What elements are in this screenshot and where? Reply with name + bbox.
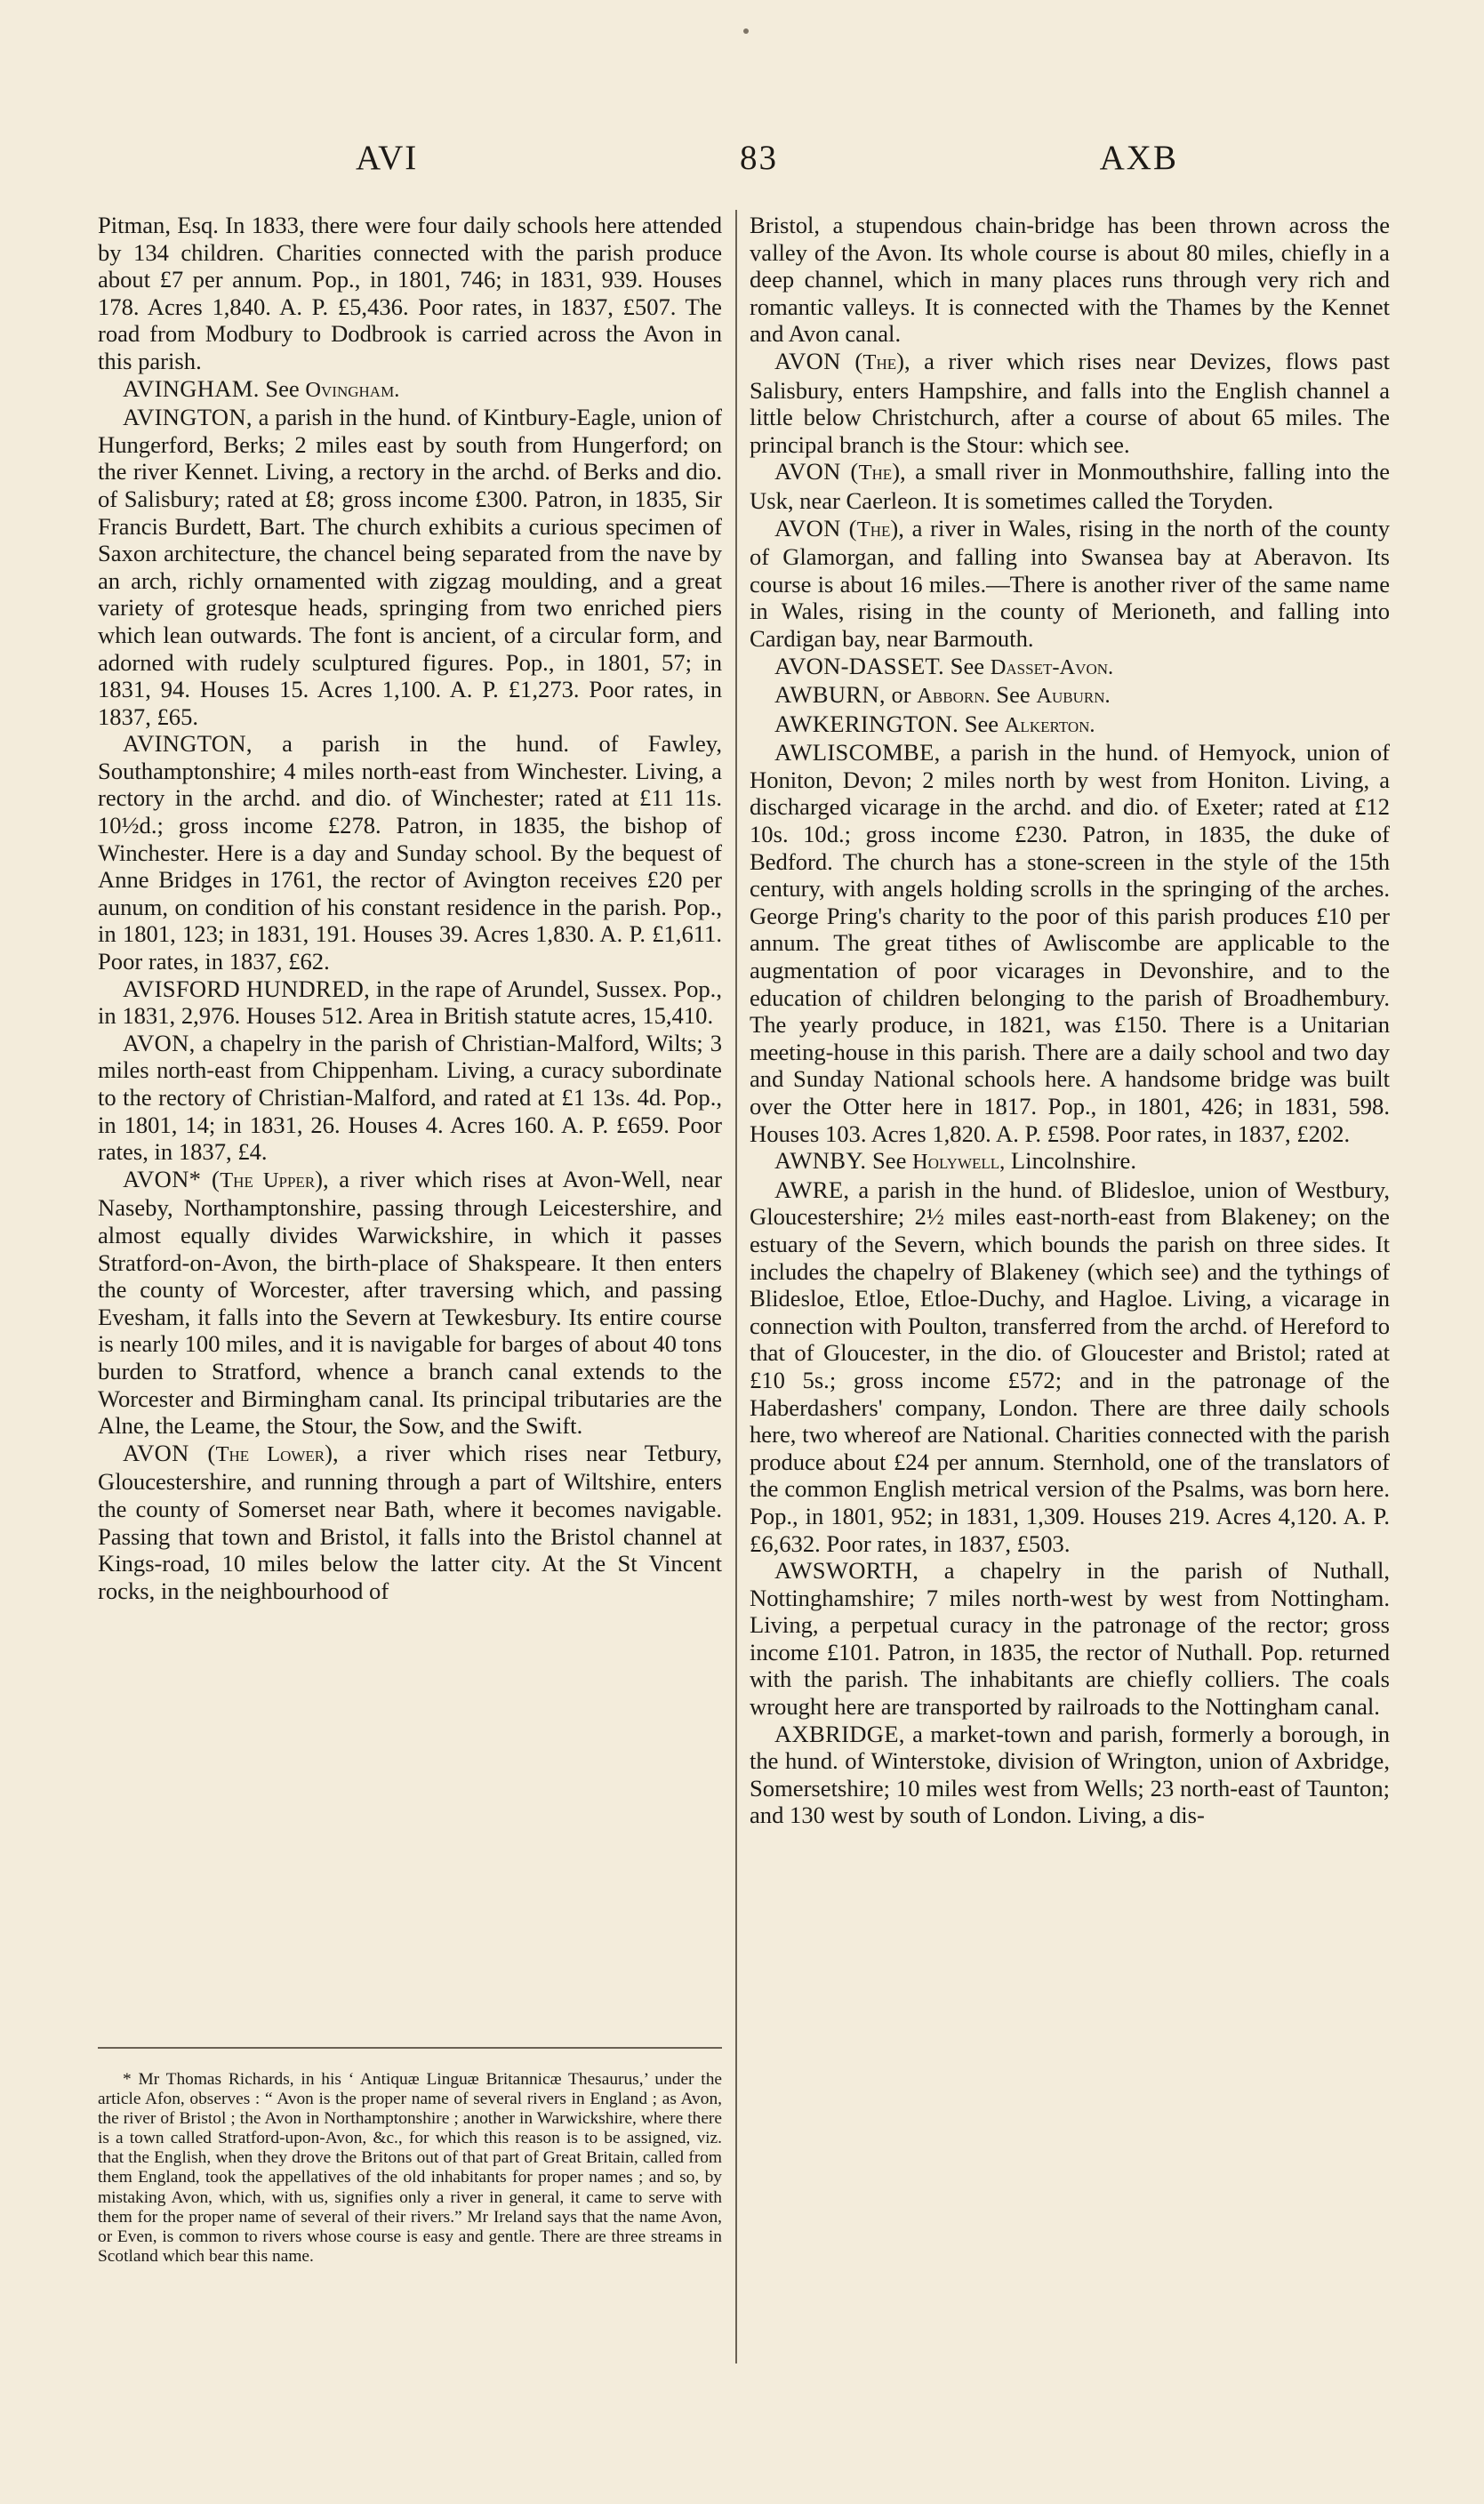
cross-reference: The (862, 349, 897, 374)
headword: AVINGTON, (123, 730, 253, 758)
entry-text: a parish in the hund. of Kintbury-Eagle, union of Hungerford, Berks; 2 miles east by south from Hungerford; on the river Kennet. Living, a rectory in the archd. of Berks and dio. of Salisbury; rated at £8; gross income £300. Patron, in 1835, Sir Francis Burdett, Bart. The church exhibits a curious specimen of Saxon architecture, the chancel being separated from the nave by an arch, richly ornamented with zigzag moulding, and a great variety of grotesque heads, springing from two enriched piers which lean outwards. The font is ancient, of a circular form, and adorned with rudely sculptured figures. Pop., in 1801, 57; in 1831, 94. Houses 15. Acres 1,100. A. P. £1,273. Poor rates, in 1837, £65. (98, 404, 722, 730)
gazetteer-entry (98, 730, 722, 975)
gazetteer-entry (750, 458, 1390, 514)
gazetteer-entry (98, 375, 722, 405)
footnote-rule (98, 2047, 722, 2049)
entry-text: in the rape of Arundel, Sussex. Pop., in 1831, 2,976. Houses 512. Area in British statute acres, 15,410. (98, 975, 722, 1030)
cross-reference: Ovingham. (305, 377, 400, 402)
gazetteer-entry (98, 404, 722, 730)
headword: AVON, (123, 1029, 196, 1056)
entry-text: a parish in the hund. of Fawley, Southamptonshire; 4 miles north-east from Winchester. Living, a rectory in the archd. and dio. of Winchester; rated at £11 11s. 10½d.; gross income £278. Patron, in 1835, the bishop of Winchester. Here is a day and Sunday school. By the bequest of Anne Bridges in 1761, the rector of Avington receives £20 per aunum, on condition of his constant residence in the parish. Pop., in 1801, 123; in 1831, 191. Houses 39. Acres 1,830. A. P. £1,611. Poor rates, in 1837, £62. (98, 730, 722, 975)
gazetteer-entry (750, 515, 1390, 653)
entry-text: ), a river which rises near Devizes, flows past Salisbury, enters Hampshire, and falls into the English channel a little below Christchurch, after a course of about 65 miles. The principal branch is the Stour: which see. (750, 347, 1390, 458)
gazetteer-entry (750, 710, 1390, 740)
headword: AXBRIDGE, (774, 1720, 905, 1747)
cross-reference: The (856, 517, 891, 542)
gazetteer-entry (750, 348, 1390, 458)
entry-text: ), a river which rises near Tetbury, Gloucestershire, and running through a part of Wiltshire, enters the county of Somerset near Bath, where it becomes navigable. Passing that town and Bristol, it falls into the Bristol channel at Kings-road, 10 miles below the latter city. At the St Vincent rocks, in the neighbourhood of (98, 1439, 722, 1604)
header-left-guideword: AVI (356, 138, 419, 177)
cross-reference: Abborn. (917, 684, 991, 709)
headword: AVON ( (774, 458, 859, 486)
footnote (98, 2070, 722, 2267)
headword: AVON ( (123, 1439, 216, 1466)
gazetteer-entry (750, 1721, 1390, 1829)
entry-text: ), a river in Wales, rising in the north of the county of Glamorgan, and falling into Swansea bay at Aberavon. Its course is about 16 miles.—There is another river of the same name in Wales, rising in the county of Merioneth, and falling into Cardigan bay, near Barmouth. (750, 514, 1390, 652)
entry-text: See (259, 374, 306, 402)
gazetteer-entry (750, 212, 1390, 348)
gazetteer-entry (98, 1166, 722, 1440)
gazetteer-entry (750, 1176, 1390, 1557)
entry-text: or (885, 681, 918, 709)
cross-reference: Holywell, (912, 1150, 1006, 1175)
headword: AWNBY. (774, 1147, 867, 1175)
entry-text: See (944, 652, 991, 679)
entry-text: a chapelry in the parish of Nuthall, Nottinghamshire; 7 miles north-west by west from Nottingham. Living, a perpetual curacy in the patronage of the rector; gross income £101. Patron, in 1835, the rector of Nuthall. Pop. returned with the parish. The inhabitants are chiefly colliers. The coals wrought here are transported by railroads to the Nottingham canal. (750, 1557, 1390, 1721)
gazetteer-entry (98, 1030, 722, 1166)
entry-text: See (990, 681, 1037, 709)
gazetteer-entry (750, 1147, 1390, 1176)
cross-reference: Alkerton. (1004, 712, 1095, 737)
headword: AVINGTON, (123, 404, 253, 431)
headword: AWBURN, (774, 681, 886, 709)
cross-reference: The (858, 461, 893, 486)
cross-reference: Dasset-Avon. (990, 654, 1114, 679)
gazetteer-entry (750, 653, 1390, 682)
headword: AWLISCOMBE, (774, 739, 941, 766)
gazetteer-entry (750, 681, 1390, 710)
gazetteer-entry (98, 975, 722, 1030)
headword: AWKERINGTON. (774, 710, 959, 737)
entry-text: ), a river which rises at Avon-Well, near Naseby, Northamptonshire, passing through Leicestershire, and almost equally divides Warwickshire, in which it passes Stratford-on-Avon, the birth-place of Shakspeare. It then enters the county of Worcester, after traversing which, and passing Evesham, it falls into the Severn at Tewkesbury. Its entire course is nearly 100 miles, and it is navigable for barges of about 40 tons burden to Stratford, whence a branch canal extends to the Worcester and Birmingham canal. Its principal tributaries are the Alne, the Leame, the Stour, the Sow, and the Swift. (98, 1165, 723, 1440)
entry-text: ), a small river in Monmouthshire, falling into the Usk, near Caerleon. It is sometimes called the Toryden. (750, 458, 1390, 514)
footnote-text: * Mr Thomas Richards, in his ‘ Antiquæ Linguæ Britannicæ Thesaurus,’ under the article Afon, observes : “ Avon is the proper name of several rivers in England ; as Avon, the river of Bristol ; the Avon in Northamptonshire ; another in Warwickshire, where there is a town called Stratford-upon-Avon, &c., for which this reason is to be assigned, viz. that the English, when they drove the Britons out of that part of Great Britain, called from them England, took the appellatives of the old inhabitants for proper names ; and so, by mistaking Avon, which, with us, signifies only a river in general, it came to serve with them for the proper name of several of their rivers.” Mr Ireland says that the name Avon, or Even, is common to rivers whose course is easy and gentle. There are three streams in Scotland which bear this name. (98, 2070, 722, 2266)
header-right-guideword: AXB (1099, 138, 1178, 177)
headword: AWRE, (774, 1176, 850, 1203)
entry-text: a chapelry in the parish of Christian-Malford, Wilts; 3 miles north-east from Chippenham. Living, a curacy subordinate to the rectory of Christian-Malford, and rated at £1 13s. 4d. Pop., in 1801, 14; in 1831, 26. Houses 4. Acres 160. A. P. £659. Poor rates, in 1837, £4. (98, 1029, 722, 1166)
page-speck (743, 28, 749, 34)
entry-text: See (959, 710, 1005, 737)
entry-text: Lincolnshire. (1005, 1147, 1136, 1175)
entry-text: Bristol, a stupendous chain-bridge has been thrown across the valley of the Avon. Its whole course is about 80 miles, chiefly in a deep channel, which in many places runs through very rich and romantic valleys. It is connected with the Thames by the Kennet and Avon canal. (750, 212, 1390, 348)
headword: AVON ( (774, 514, 857, 542)
cross-reference: The Upper (220, 1168, 316, 1192)
cross-reference: The Lower (215, 1441, 325, 1466)
entry-text: a market-town and parish, formerly a borough, in the hund. of Winterstoke, division of Wrington, union of Axbridge, Somersetshire; 10 miles west from Wells; 23 north-east of Taunton; and 130 west by south of London. Living, a dis- (750, 1720, 1390, 1829)
column-divider (735, 210, 737, 2364)
entry-text: a parish in the hund. of Hemyock, union of Honiton, Devon; 2 miles north by west from Honiton. Living, a discharged vicarage in the archd. and dio. of Exeter; rated at £12 10s. 10d.; gross income £230. Patron, in 1835, the duke of Bedford. The church has a stone-screen in the style of the 15th century, with angels holding scrolls in the springing of the arches. George Pring's charity to the poor of this parish produces £10 per annum. The great tithes of Awliscombe are applicable to the augmentation of poor vicarages in Devonshire, and to the education of children belonging to the parish of Broadhembury. The yearly produce, in 1821, was £150. There is a Unitarian meeting-house in this parish. There are a daily school and two day and Sunday National schools here. A handsome bridge was built over the Otter here in 1817. Pop., in 1801, 426; in 1831, 598. Houses 103. Acres 1,820. A. P. £598. Poor rates, in 1837, £202. (750, 739, 1390, 1147)
entry-text: See (866, 1147, 913, 1175)
running-header (356, 135, 1178, 180)
right-column (750, 212, 1390, 1829)
gazetteer-entry (98, 1440, 722, 1605)
page-number: 83 (739, 138, 778, 177)
entry-text: a parish in the hund. of Blidesloe, union of Westbury, Gloucestershire; 2½ miles east-north-east from Blakeney; on the estuary of the Severn, which bounds the parish on three sides. It includes the chapelry of Blakeney (which see) and the tythings of Blidesloe, Etloe, Etloe-Duchy, and Hagloe. Living, a vicarage in connection with Poulton, transferred from the archd. of Hereford to that of Gloucester, in the dio. of Gloucester and Bristol; rated at £10 5s.; gross income £572; and in the patronage of the Haberdashers' company, London. There are three daily schools here, two whereof are National. Charities connected with the parish produce about £24 per annum. Sternhold, one of the translators of the common English metrical version of the Psalms, was born here. Pop., in 1801, 952; in 1831, 1,309. Houses 219. Acres 4,120. A. P. £6,632. Poor rates, in 1837, £503. (750, 1176, 1390, 1557)
headword: AVINGHAM. (123, 374, 260, 402)
gazetteer-entry (98, 212, 722, 375)
headword: AVISFORD HUNDRED, (123, 975, 371, 1002)
entry-text: Pitman, Esq. In 1833, there were four daily schools here attended by 134 children. Charities connected with the parish produce about £7 per annum. Pop., in 1801, 746; in 1831, 939. Houses 178. Acres 1,840. A. P. £5,436. Poor rates, in 1837, £507. The road from Modbury to Dodbrook is carried across the Avon in this parish. (98, 212, 722, 374)
headword: AVON* ( (123, 1165, 221, 1192)
cross-reference: Auburn. (1036, 684, 1111, 709)
headword: AWSWORTH, (774, 1557, 919, 1585)
gazetteer-entry (750, 739, 1390, 1147)
gazetteer-entry (750, 1557, 1390, 1721)
headword: AVON-DASSET. (774, 652, 945, 679)
left-column (98, 212, 722, 1604)
headword: AVON ( (774, 347, 863, 374)
